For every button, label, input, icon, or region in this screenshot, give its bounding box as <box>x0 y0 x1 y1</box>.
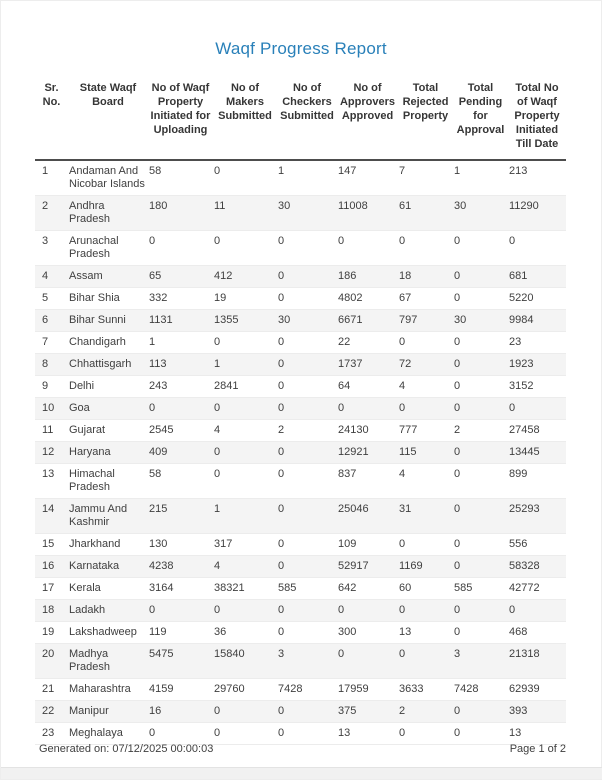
sr-no-cell: 13 <box>35 464 68 499</box>
sr-no-cell: 6 <box>35 310 68 332</box>
value-cell: 0 <box>213 442 277 464</box>
value-cell: 3 <box>277 644 337 679</box>
state-name-cell: Arunachal Pradesh <box>68 231 148 266</box>
value-cell: 119 <box>148 622 213 644</box>
value-cell: 0 <box>213 723 277 745</box>
state-name-cell: Ladakh <box>68 600 148 622</box>
value-cell: 30 <box>453 310 508 332</box>
value-cell: 130 <box>148 534 213 556</box>
value-cell: 409 <box>148 442 213 464</box>
value-cell: 6671 <box>337 310 398 332</box>
value-cell: 0 <box>277 556 337 578</box>
value-cell: 375 <box>337 701 398 723</box>
value-cell: 837 <box>337 464 398 499</box>
value-cell: 1 <box>148 332 213 354</box>
value-cell: 1737 <box>337 354 398 376</box>
report-footer <box>1 743 602 755</box>
value-cell: 9984 <box>508 310 566 332</box>
value-cell: 642 <box>337 578 398 600</box>
value-cell: 317 <box>213 534 277 556</box>
sr-no-cell: 11 <box>35 420 68 442</box>
state-name-cell: Kerala <box>68 578 148 600</box>
value-cell: 15840 <box>213 644 277 679</box>
value-cell: 585 <box>277 578 337 600</box>
value-cell: 115 <box>398 442 453 464</box>
value-cell: 25293 <box>508 499 566 534</box>
column-header: Sr. No. <box>35 79 68 160</box>
value-cell: 0 <box>453 398 508 420</box>
value-cell: 1169 <box>398 556 453 578</box>
value-cell: 18 <box>398 266 453 288</box>
state-name-cell: Gujarat <box>68 420 148 442</box>
value-cell: 681 <box>508 266 566 288</box>
value-cell: 0 <box>213 600 277 622</box>
sr-no-cell: 12 <box>35 442 68 464</box>
value-cell: 1923 <box>508 354 566 376</box>
state-name-cell: Chandigarh <box>68 332 148 354</box>
value-cell: 0 <box>398 398 453 420</box>
value-cell: 0 <box>453 464 508 499</box>
value-cell: 2 <box>277 420 337 442</box>
value-cell: 4159 <box>148 679 213 701</box>
value-cell: 0 <box>277 723 337 745</box>
value-cell: 0 <box>453 442 508 464</box>
value-cell: 23 <box>508 332 566 354</box>
sr-no-cell: 16 <box>35 556 68 578</box>
state-name-cell: Chhattisgarh <box>68 354 148 376</box>
value-cell: 11290 <box>508 196 566 231</box>
table-row <box>35 464 566 499</box>
value-cell: 60 <box>398 578 453 600</box>
value-cell: 0 <box>398 600 453 622</box>
value-cell: 27458 <box>508 420 566 442</box>
value-cell: 4 <box>398 464 453 499</box>
table-row <box>35 196 566 231</box>
value-cell: 0 <box>453 354 508 376</box>
value-cell: 468 <box>508 622 566 644</box>
value-cell: 777 <box>398 420 453 442</box>
value-cell: 2 <box>398 701 453 723</box>
value-cell: 13 <box>508 723 566 745</box>
value-cell: 0 <box>277 442 337 464</box>
sr-no-cell: 14 <box>35 499 68 534</box>
table-row <box>35 701 566 723</box>
value-cell: 0 <box>453 556 508 578</box>
sr-no-cell: 4 <box>35 266 68 288</box>
value-cell: 393 <box>508 701 566 723</box>
state-name-cell: Bihar Shia <box>68 288 148 310</box>
table-header-row <box>35 79 566 160</box>
sr-no-cell: 5 <box>35 288 68 310</box>
value-cell: 0 <box>337 600 398 622</box>
value-cell: 0 <box>213 464 277 499</box>
value-cell: 0 <box>453 622 508 644</box>
column-header: Total Pending for Approval <box>453 79 508 160</box>
value-cell: 300 <box>337 622 398 644</box>
value-cell: 30 <box>277 196 337 231</box>
state-name-cell: Assam <box>68 266 148 288</box>
value-cell: 0 <box>453 376 508 398</box>
sr-no-cell: 15 <box>35 534 68 556</box>
sr-no-cell: 17 <box>35 578 68 600</box>
table-row <box>35 578 566 600</box>
page-title: Waqf Progress Report <box>215 39 387 58</box>
value-cell: 52917 <box>337 556 398 578</box>
value-cell: 0 <box>337 398 398 420</box>
value-cell: 19 <box>213 288 277 310</box>
waqf-progress-table <box>35 79 566 745</box>
value-cell: 186 <box>337 266 398 288</box>
value-cell: 0 <box>453 499 508 534</box>
value-cell: 58 <box>148 464 213 499</box>
value-cell: 585 <box>453 578 508 600</box>
value-cell: 0 <box>213 398 277 420</box>
value-cell: 21318 <box>508 644 566 679</box>
table-row <box>35 644 566 679</box>
sr-no-cell: 23 <box>35 723 68 745</box>
value-cell: 3152 <box>508 376 566 398</box>
value-cell: 0 <box>337 231 398 266</box>
generated-timestamp: Generated on: 07/12/2025 00:00:03 <box>39 743 214 755</box>
column-header: Total Rejected Property <box>398 79 453 160</box>
state-name-cell: Goa <box>68 398 148 420</box>
state-name-cell: Andhra Pradesh <box>68 196 148 231</box>
value-cell: 62939 <box>508 679 566 701</box>
table-row <box>35 499 566 534</box>
value-cell: 0 <box>277 464 337 499</box>
table-row <box>35 600 566 622</box>
value-cell: 4 <box>213 556 277 578</box>
value-cell: 22 <box>337 332 398 354</box>
value-cell: 0 <box>277 499 337 534</box>
value-cell: 0 <box>277 332 337 354</box>
column-header: Total No of Waqf Property Initiated Till Date <box>508 79 566 160</box>
table-row <box>35 231 566 266</box>
value-cell: 0 <box>337 644 398 679</box>
value-cell: 17959 <box>337 679 398 701</box>
column-header: State Waqf Board <box>68 79 148 160</box>
value-cell: 0 <box>213 160 277 196</box>
state-name-cell: Haryana <box>68 442 148 464</box>
value-cell: 0 <box>508 231 566 266</box>
value-cell: 0 <box>277 376 337 398</box>
value-cell: 332 <box>148 288 213 310</box>
value-cell: 0 <box>148 600 213 622</box>
column-header: No of Checkers Submitted <box>277 79 337 160</box>
table-row <box>35 679 566 701</box>
table-row <box>35 266 566 288</box>
value-cell: 13 <box>337 723 398 745</box>
value-cell: 0 <box>453 600 508 622</box>
sr-no-cell: 7 <box>35 332 68 354</box>
state-name-cell: Madhya Pradesh <box>68 644 148 679</box>
page-bottom-strip <box>1 767 602 779</box>
value-cell: 0 <box>277 622 337 644</box>
value-cell: 213 <box>508 160 566 196</box>
state-name-cell: Maharashtra <box>68 679 148 701</box>
value-cell: 7 <box>398 160 453 196</box>
value-cell: 0 <box>398 332 453 354</box>
value-cell: 30 <box>453 196 508 231</box>
table-row <box>35 723 566 745</box>
state-name-cell: Jammu And Kashmir <box>68 499 148 534</box>
value-cell: 0 <box>453 332 508 354</box>
value-cell: 0 <box>277 231 337 266</box>
value-cell: 1 <box>213 354 277 376</box>
table-row <box>35 398 566 420</box>
value-cell: 1131 <box>148 310 213 332</box>
value-cell: 243 <box>148 376 213 398</box>
sr-no-cell: 18 <box>35 600 68 622</box>
table-row <box>35 420 566 442</box>
sr-no-cell: 8 <box>35 354 68 376</box>
value-cell: 797 <box>398 310 453 332</box>
value-cell: 3164 <box>148 578 213 600</box>
value-cell: 0 <box>453 723 508 745</box>
value-cell: 0 <box>453 288 508 310</box>
value-cell: 4802 <box>337 288 398 310</box>
state-name-cell: Lakshadweep <box>68 622 148 644</box>
state-name-cell: Karnataka <box>68 556 148 578</box>
value-cell: 4238 <box>148 556 213 578</box>
value-cell: 2841 <box>213 376 277 398</box>
value-cell: 38321 <box>213 578 277 600</box>
value-cell: 72 <box>398 354 453 376</box>
value-cell: 215 <box>148 499 213 534</box>
value-cell: 0 <box>453 266 508 288</box>
value-cell: 13445 <box>508 442 566 464</box>
value-cell: 31 <box>398 499 453 534</box>
page-indicator: Page 1 of 2 <box>509 743 566 755</box>
value-cell: 11008 <box>337 196 398 231</box>
value-cell: 7428 <box>453 679 508 701</box>
value-cell: 1 <box>213 499 277 534</box>
sr-no-cell: 9 <box>35 376 68 398</box>
value-cell: 24130 <box>337 420 398 442</box>
value-cell: 5475 <box>148 644 213 679</box>
value-cell: 58328 <box>508 556 566 578</box>
state-name-cell: Meghalaya <box>68 723 148 745</box>
table-row <box>35 288 566 310</box>
value-cell: 0 <box>277 398 337 420</box>
value-cell: 1355 <box>213 310 277 332</box>
table-row <box>35 622 566 644</box>
state-name-cell: Bihar Sunni <box>68 310 148 332</box>
value-cell: 147 <box>337 160 398 196</box>
value-cell: 16 <box>148 701 213 723</box>
sr-no-cell: 22 <box>35 701 68 723</box>
state-name-cell: Manipur <box>68 701 148 723</box>
value-cell: 5220 <box>508 288 566 310</box>
state-name-cell: Jharkhand <box>68 534 148 556</box>
table-row <box>35 310 566 332</box>
value-cell: 0 <box>453 701 508 723</box>
value-cell: 67 <box>398 288 453 310</box>
table-row <box>35 376 566 398</box>
sr-no-cell: 20 <box>35 644 68 679</box>
value-cell: 0 <box>277 266 337 288</box>
value-cell: 0 <box>398 723 453 745</box>
value-cell: 13 <box>398 622 453 644</box>
value-cell: 0 <box>508 600 566 622</box>
value-cell: 7428 <box>277 679 337 701</box>
value-cell: 0 <box>148 231 213 266</box>
value-cell: 113 <box>148 354 213 376</box>
value-cell: 4 <box>398 376 453 398</box>
table-row <box>35 332 566 354</box>
value-cell: 29760 <box>213 679 277 701</box>
value-cell: 1 <box>453 160 508 196</box>
value-cell: 3 <box>453 644 508 679</box>
column-header: No of Waqf Property Initiated for Uploading <box>148 79 213 160</box>
value-cell: 64 <box>337 376 398 398</box>
sr-no-cell: 1 <box>35 160 68 196</box>
value-cell: 11 <box>213 196 277 231</box>
state-name-cell: Delhi <box>68 376 148 398</box>
value-cell: 0 <box>213 332 277 354</box>
value-cell: 4 <box>213 420 277 442</box>
table-row <box>35 160 566 196</box>
value-cell: 0 <box>148 398 213 420</box>
value-cell: 36 <box>213 622 277 644</box>
value-cell: 0 <box>453 231 508 266</box>
value-cell: 0 <box>398 231 453 266</box>
value-cell: 556 <box>508 534 566 556</box>
value-cell: 58 <box>148 160 213 196</box>
value-cell: 61 <box>398 196 453 231</box>
value-cell: 1 <box>277 160 337 196</box>
value-cell: 0 <box>398 534 453 556</box>
value-cell: 30 <box>277 310 337 332</box>
value-cell: 0 <box>213 701 277 723</box>
value-cell: 2545 <box>148 420 213 442</box>
value-cell: 0 <box>277 534 337 556</box>
table-row <box>35 534 566 556</box>
value-cell: 0 <box>213 231 277 266</box>
value-cell: 0 <box>277 701 337 723</box>
value-cell: 0 <box>453 534 508 556</box>
value-cell: 109 <box>337 534 398 556</box>
table-row <box>35 556 566 578</box>
value-cell: 42772 <box>508 578 566 600</box>
value-cell: 0 <box>277 288 337 310</box>
value-cell: 0 <box>508 398 566 420</box>
sr-no-cell: 3 <box>35 231 68 266</box>
value-cell: 412 <box>213 266 277 288</box>
value-cell: 899 <box>508 464 566 499</box>
state-name-cell: Andaman And Nicobar Islands <box>68 160 148 196</box>
value-cell: 0 <box>398 644 453 679</box>
column-header: No of Approvers Approved <box>337 79 398 160</box>
sr-no-cell: 2 <box>35 196 68 231</box>
value-cell: 2 <box>453 420 508 442</box>
value-cell: 0 <box>148 723 213 745</box>
sr-no-cell: 21 <box>35 679 68 701</box>
sr-no-cell: 19 <box>35 622 68 644</box>
table-row <box>35 354 566 376</box>
sr-no-cell: 10 <box>35 398 68 420</box>
value-cell: 12921 <box>337 442 398 464</box>
value-cell: 0 <box>277 354 337 376</box>
table-row <box>35 442 566 464</box>
value-cell: 0 <box>277 600 337 622</box>
value-cell: 3633 <box>398 679 453 701</box>
value-cell: 65 <box>148 266 213 288</box>
column-header: No of Makers Submitted <box>213 79 277 160</box>
value-cell: 25046 <box>337 499 398 534</box>
state-name-cell: Himachal Pradesh <box>68 464 148 499</box>
value-cell: 180 <box>148 196 213 231</box>
